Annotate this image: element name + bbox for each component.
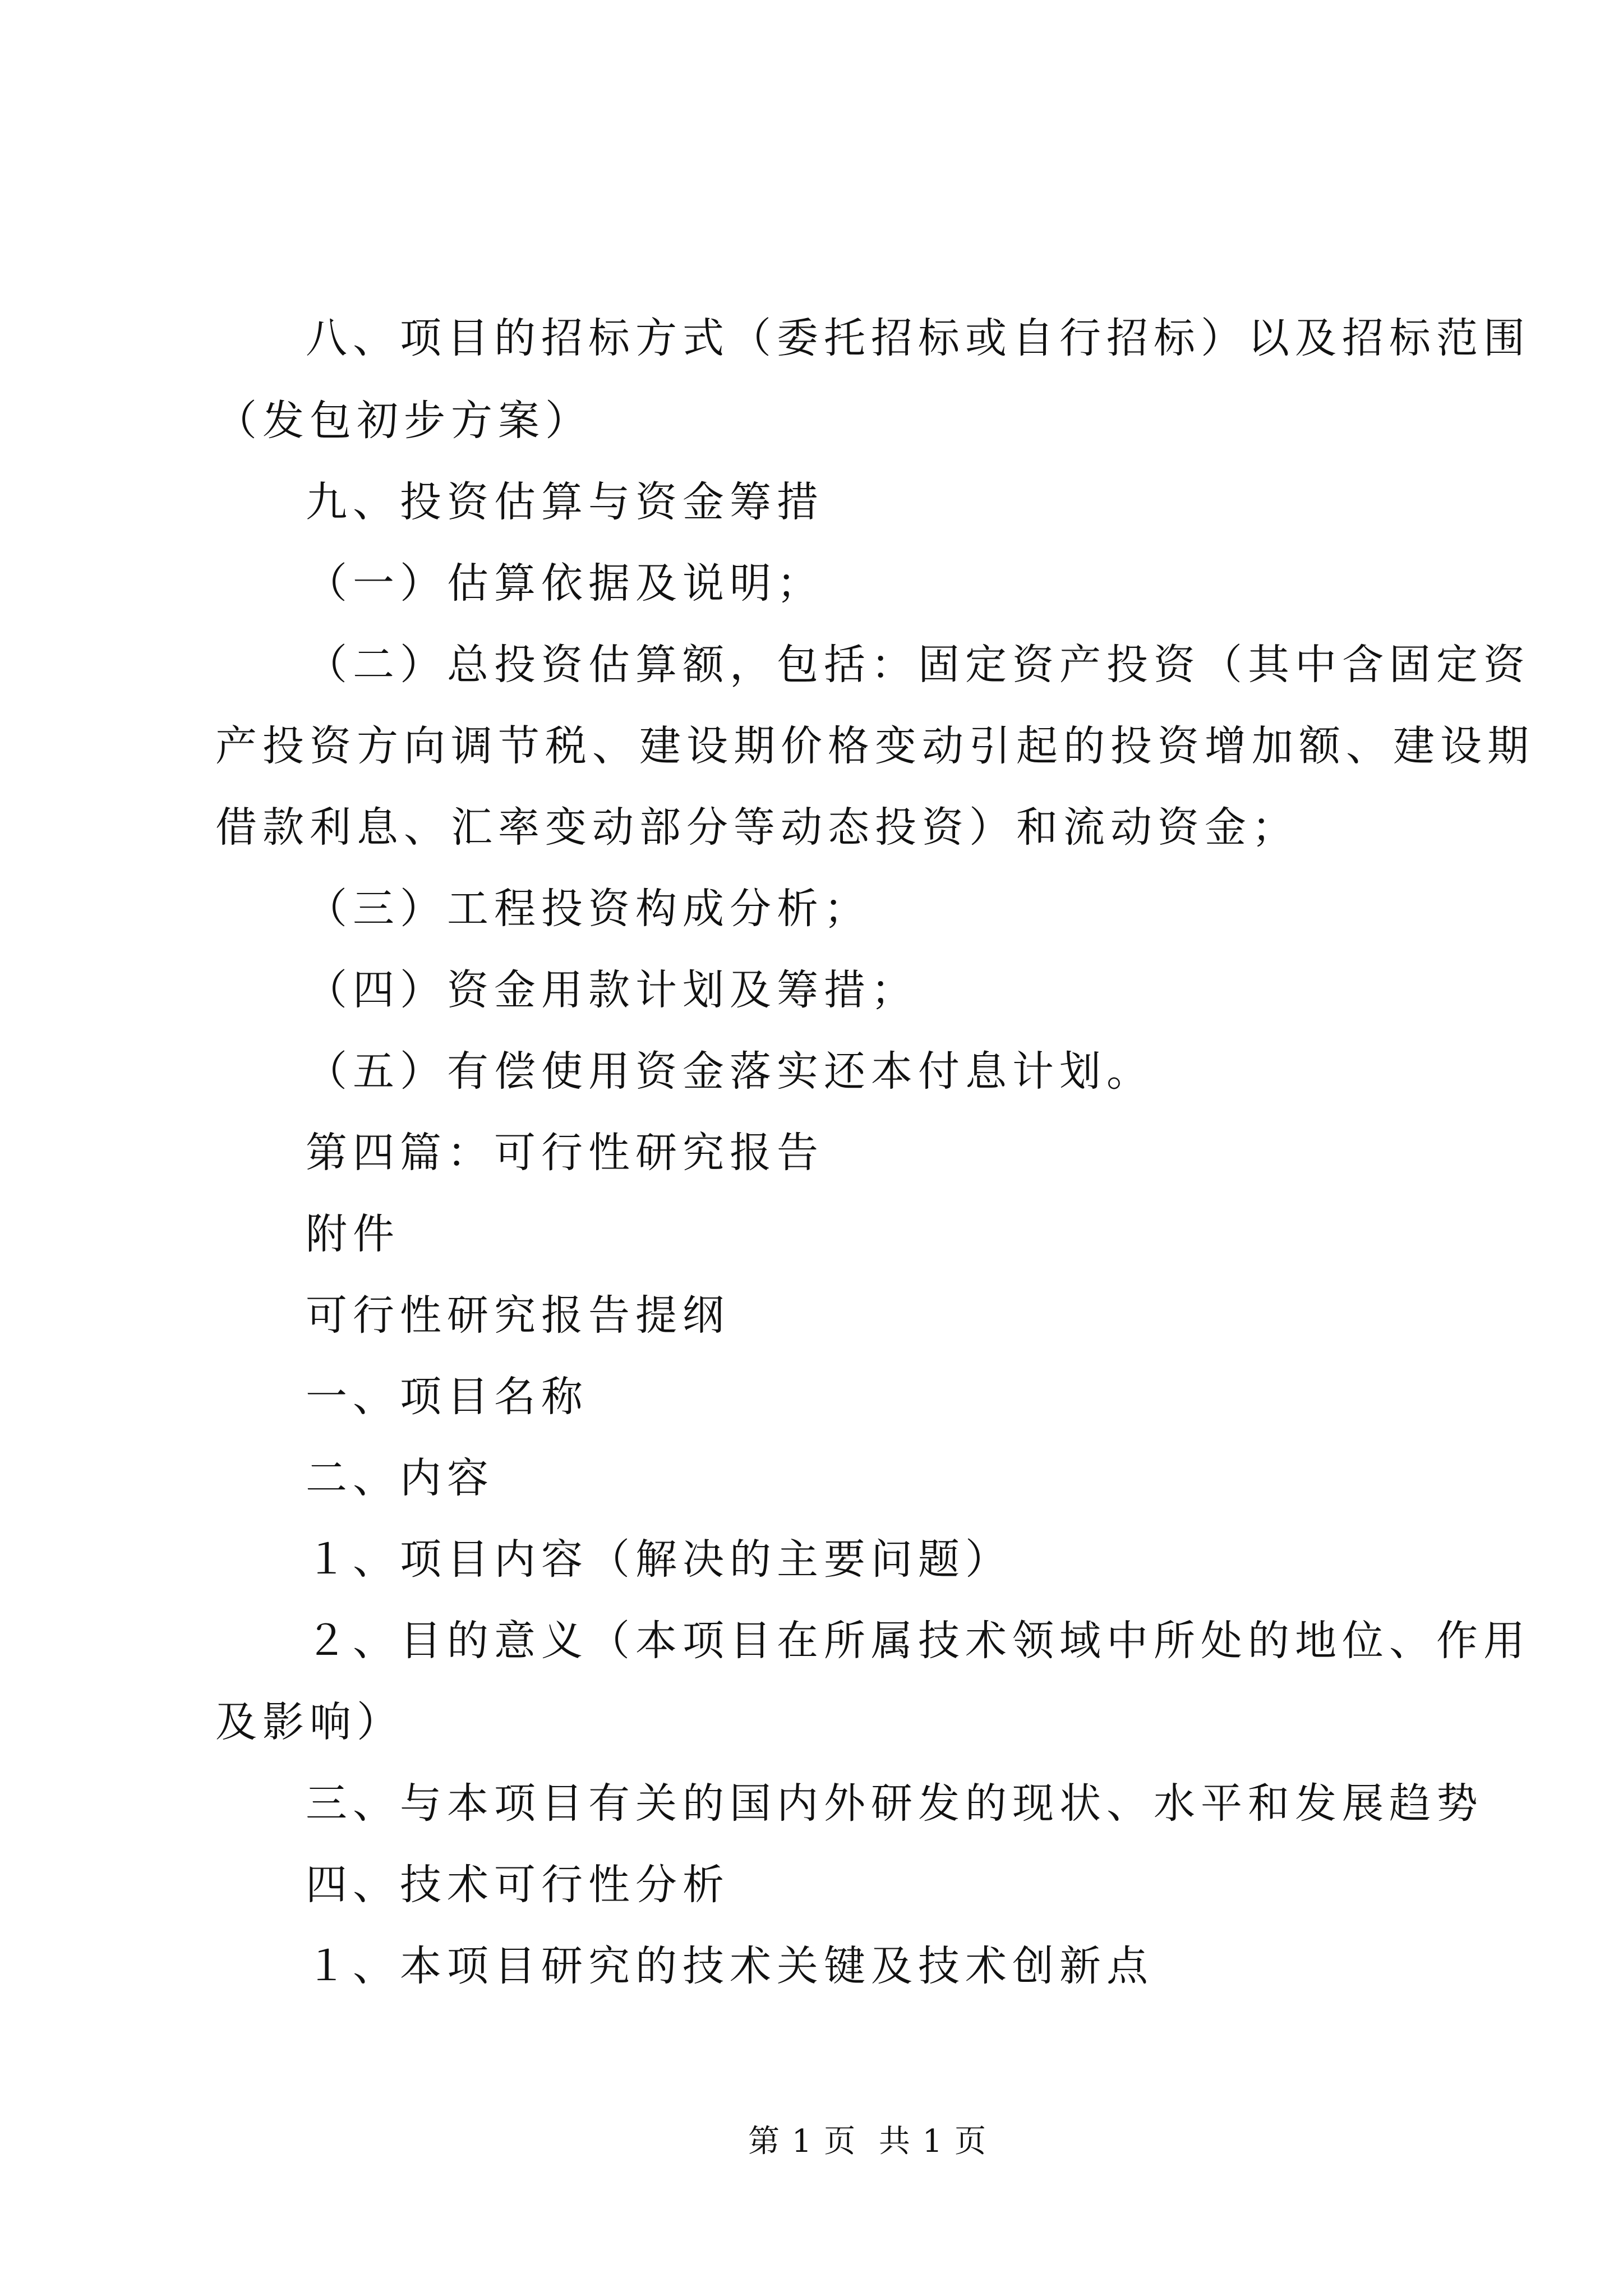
- heading-attachment: 附件: [306, 1210, 400, 1258]
- heading-technical-feasibility: 四、技术可行性分析: [306, 1861, 730, 1909]
- list-item-estimate-basis: （一）估算依据及说明；: [306, 559, 824, 608]
- heading-research-status: 三、与本项目有关的国内外研发的现状、水平和发展趋势: [306, 1779, 1483, 1828]
- list-item-repayment-plan: （五）有偿使用资金落实还本付息计划。: [306, 1047, 1154, 1096]
- page-footer: 第 1 页 共 1 页: [748, 2123, 988, 2160]
- text-purpose-cont: 及影响）: [215, 1698, 404, 1746]
- heading-report-outline: 可行性研究报告提纲: [306, 1291, 730, 1340]
- list-item-project-content: １、项目内容（解决的主要问题）: [306, 1535, 1012, 1584]
- text-total-investment-cont-1: 产投资方向调节税、建设期价格变动引起的投资增加额、建设期: [215, 722, 1534, 770]
- list-item-purpose: ２、目的意义（本项目在所属技术领域中所处的地位、作用: [306, 1617, 1530, 1665]
- heading-project-name: 一、项目名称: [306, 1373, 588, 1421]
- list-item-technical-key: １、本项目研究的技术关键及技术创新点: [306, 1942, 1154, 1990]
- heading-part-four: 第四篇：可行性研究报告: [306, 1129, 824, 1177]
- text-total-investment-cont-2: 借款利息、汇率变动部分等动态投资）和流动资金；: [215, 803, 1299, 852]
- heading-content: 二、内容: [306, 1454, 494, 1502]
- list-item-fund-plan: （四）资金用款计划及筹措；: [306, 966, 918, 1014]
- heading-tender-method: 八、项目的招标方式（委托招标或自行招标）以及招标范围: [306, 314, 1530, 362]
- text-tender-scope-cont: （发包初步方案）: [215, 397, 592, 445]
- list-item-total-investment: （二）总投资估算额，包括：固定资产投资（其中含固定资: [306, 641, 1530, 689]
- heading-investment-estimate: 九、投资估算与资金筹措: [306, 478, 824, 526]
- list-item-investment-structure: （三）工程投资构成分析；: [306, 885, 871, 933]
